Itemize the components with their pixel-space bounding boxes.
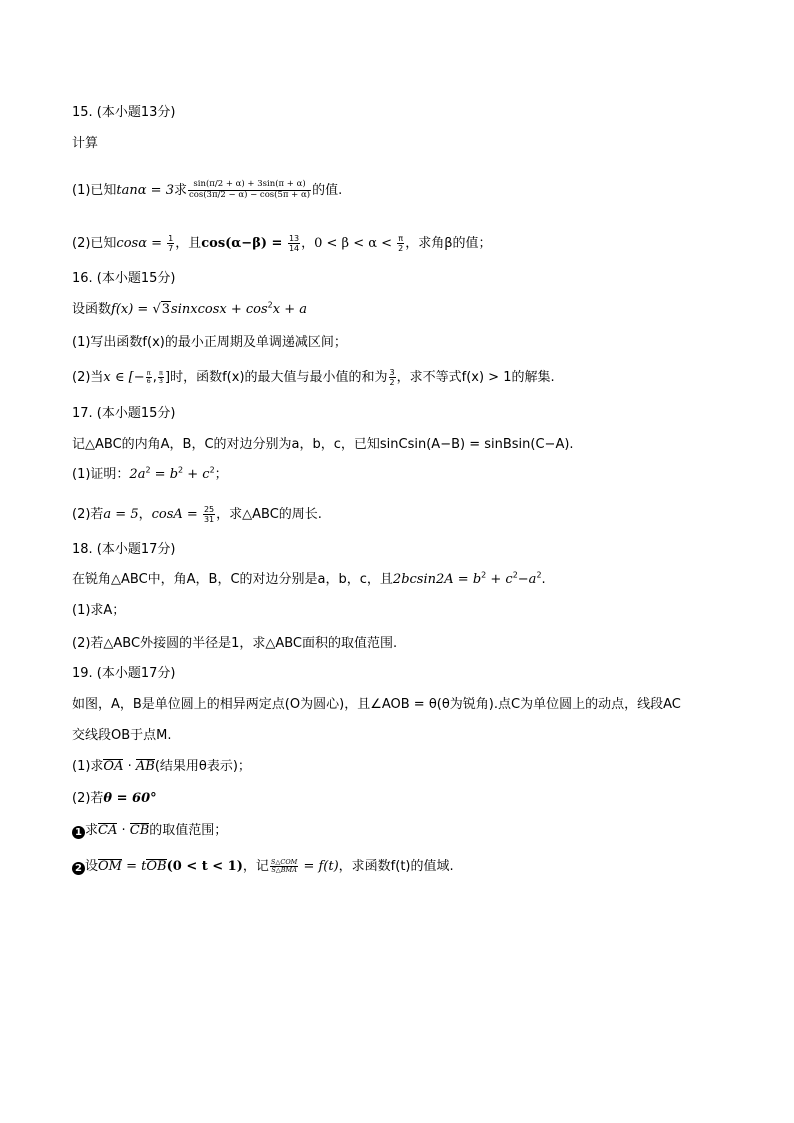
problem-17-q2: (2)若a = 5，cosA = $\frac{25}{31}$ ，求△ABC的周长. <box>72 505 322 525</box>
circled-number-2: 2 <box>72 862 85 875</box>
vector-ob: OB <box>146 859 167 874</box>
problem-15-q2: (2)已知cosα = $\frac{1}{7}$ ，且cos(α−β) = $\frac{13}{14}$ ，0 < β < α < $\frac{\pi}{2}$ ，求角β的值； <box>72 234 492 254</box>
problem-19-q1: (1)求OA · AB(结果用θ表示)； <box>72 759 251 774</box>
problem-15-fraction: $\frac{\sin(\pi/2 + \alpha) + 3\sin(\pi + \alpha)}{\cos(3\pi/2 - \alpha) - \cos(5\pi + \alpha)}$ <box>189 179 311 200</box>
problem-17-q1: (1)证明：$2a^2 = b^2 + c^2$； <box>72 465 228 482</box>
vector-om: OM <box>98 859 122 874</box>
problem-18-heading: 18. (本小题17分) <box>72 542 176 557</box>
problem-19-sub2: 2 设OM = tOB(0 < t < 1)，记 $\frac{\text{S△COM}}{\text{S△BMA}}$ = f(t)，求函数f(t)的值域. <box>72 858 454 876</box>
problem-19-intro-line2: 交线段OB于点M. <box>72 728 172 743</box>
problem-19-q2: (2)若θ = 60° <box>72 791 157 806</box>
problem-17-intro: 记△ABC的内角A，B，C的对边分别为a，b，c，已知sinCsin(A−B) = sinBsin(C−A). <box>72 437 574 452</box>
problem-18-q2: (2)若△ABC外接圆的半径是1，求△ABC面积的取值范围. <box>72 636 398 651</box>
problem-18-q1: (1)求A； <box>72 603 126 618</box>
vector-ca: CA <box>98 823 118 838</box>
problem-15-heading: 15. (本小题13分) <box>72 105 176 120</box>
problem-16-q1: (1)写出函数f(x)的最小正周期及单调递减区间； <box>72 335 347 350</box>
problem-19-sub1: 1 求CA · CB的取值范围； <box>72 822 227 840</box>
problem-19-heading: 19. (本小题17分) <box>72 666 176 681</box>
vector-oa: OA <box>103 759 124 774</box>
problem-17-heading: 17. (本小题15分) <box>72 406 176 421</box>
problem-15-q1: (1)已知tanα = 3求 $\frac{\sin(\pi/2 + \alpha) + 3\sin(\pi + \alpha)}{\cos(3\pi/2 - \alpha) - \cos(5\pi + \alpha)}$ 的值. <box>72 179 343 200</box>
problem-16-intro: 设函数f(x) = √3sinxcosx + $\cos^2x + a$ <box>72 300 307 317</box>
circled-number-1: 1 <box>72 826 85 839</box>
problem-19-intro-line1: 如图，A，B是单位圆上的相异两定点(O为圆心)，且∠AOB = θ(θ为锐角).点C为单位圆上的动点，线段AC <box>72 697 681 712</box>
problem-15-label: 计算 <box>72 136 99 151</box>
problem-18-intro: 在锐角△ABC中，角A，B，C的对边分别是a，b，c，且$2bcsin2A = b^2 + c^2-a^2$. <box>72 570 546 587</box>
problem-16-q2: (2)当x ∈ [− $\frac{\pi}{6}$ , $\frac{\pi}{3}$ ]时，函数f(x)的最大值与最小值的和为 $\frac{3}{2}$ ，求不等式f(x) > 1的解集. <box>72 368 555 388</box>
area-ratio-fraction: $\frac{\text{S△COM}}{\text{S△BMA}}$ <box>270 857 298 874</box>
vector-cb: CB <box>129 823 150 838</box>
problem-16-heading: 16. (本小题15分) <box>72 271 176 286</box>
vector-ab: AB <box>135 759 155 774</box>
